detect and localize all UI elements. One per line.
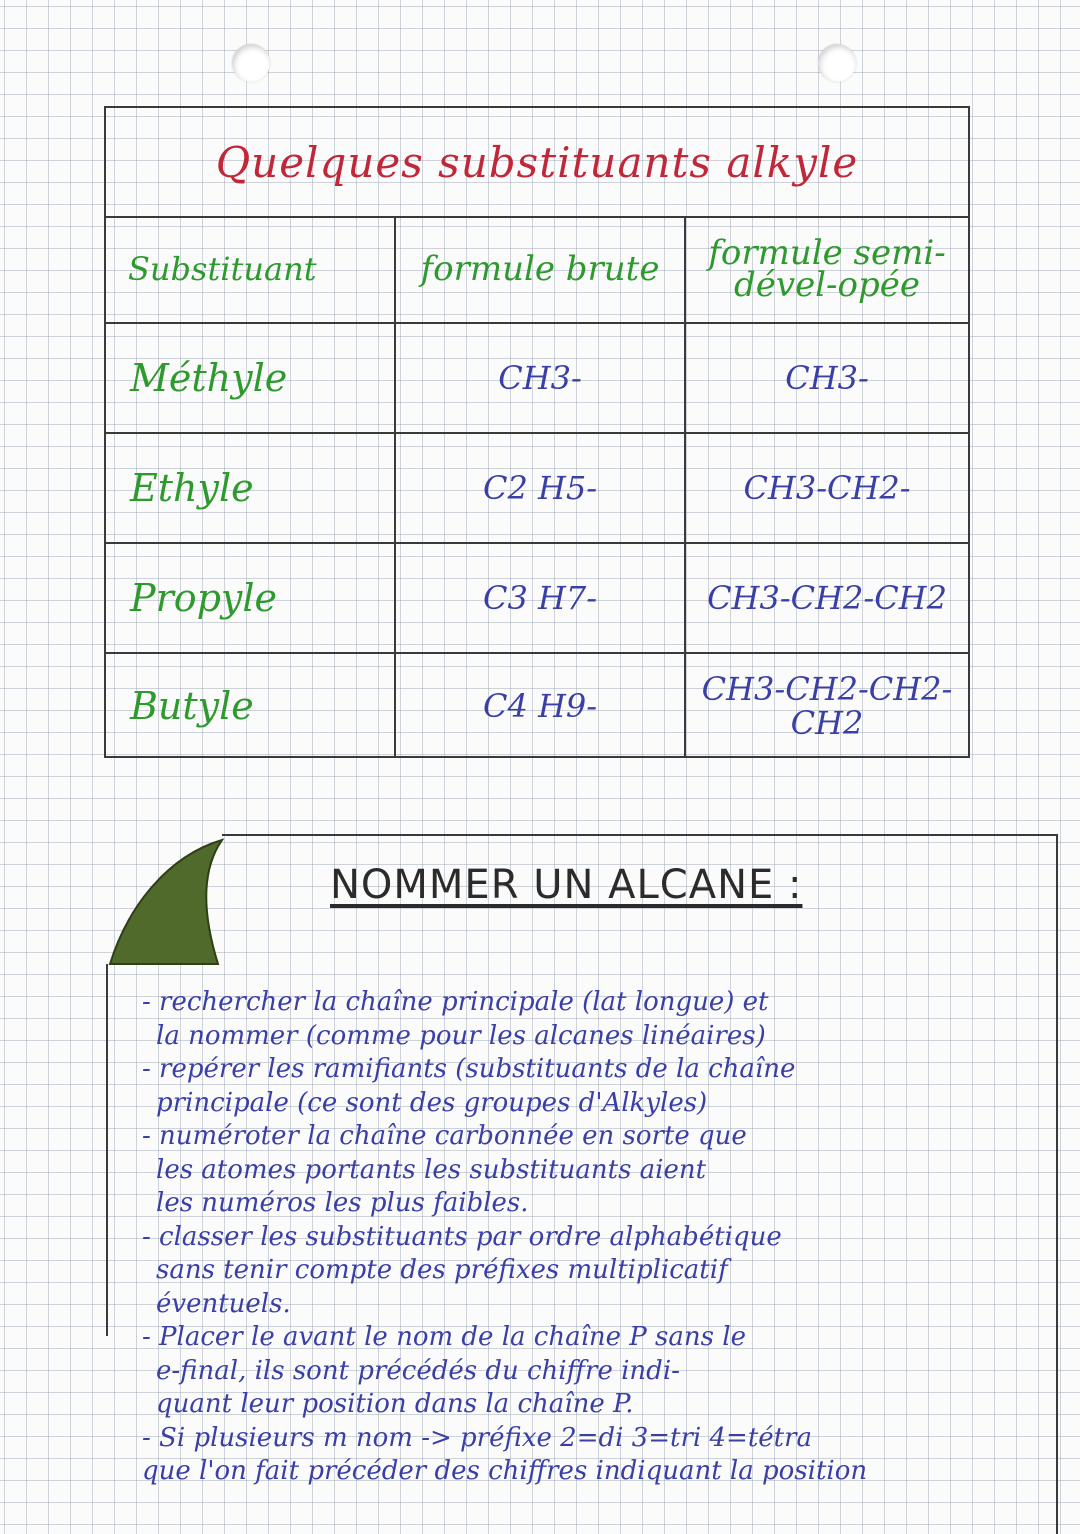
row-propyle-brute: C3 H7- — [396, 544, 686, 654]
rule-line: les atomes portants les substituants aient — [156, 1154, 707, 1185]
table-title: Quelques substituants alkyle — [106, 108, 968, 218]
rule-line: quant leur position dans la chaîne P. — [156, 1389, 634, 1419]
binder-hole-right — [818, 44, 856, 82]
rule-line: - repérer les ramifiants (substituants de la chaîne — [142, 1054, 796, 1084]
row-propyle-semi: CH3-CH2-CH2 — [686, 544, 968, 654]
rule-line: - rechercher la chaîne principale (lat longue) et — [142, 987, 769, 1017]
row-butyle-brute: C4 H9- — [396, 654, 686, 758]
rule-line: les numéros les plus faibles. — [156, 1188, 529, 1218]
rule-line: e-final, ils sont précédés du chiffre indi- — [156, 1355, 680, 1386]
row-butyle-name: Butyle — [106, 654, 396, 758]
row-butyle-semi: CH3-CH2-CH2-CH2 — [701, 670, 953, 742]
note-frame-left — [106, 964, 108, 1336]
rule-line: sans tenir compte des préfixes multiplicatif — [156, 1255, 728, 1285]
rule-line: principale (ce sont des groupes d'Alkyles) — [156, 1087, 708, 1118]
rule-line: - classer les substituants par ordre alphabétique — [142, 1221, 782, 1252]
leaf-corner-decoration — [108, 836, 224, 966]
row-methyle-semi: CH3- — [686, 324, 968, 434]
header-substituant: Substituant — [106, 216, 396, 324]
rule-line: - Si plusieurs m nom -> préfixe 2=di 3=tri 4=tétra — [142, 1422, 813, 1453]
rule-line: - Placer le avant le nom de la chaîne P sans le — [142, 1322, 746, 1352]
rule-line: - numéroter la chaîne carbonnée en sorte que — [142, 1121, 747, 1151]
rule-line: la nommer (comme pour les alcanes linéaires) — [156, 1020, 766, 1051]
row-propyle-name: Propyle — [106, 544, 396, 654]
row-ethyle-semi: CH3-CH2- — [686, 434, 968, 544]
section-title: NOMMER UN ALCANE : — [330, 862, 803, 908]
table-grid — [106, 216, 968, 758]
row-ethyle-name: Ethyle — [106, 434, 396, 544]
row-methyle-brute: CH3- — [396, 324, 686, 434]
row-methyle-name: Méthyle — [106, 324, 396, 434]
header-formule-semi: formule semi-dével-opée — [686, 216, 968, 324]
rule-line: éventuels. — [156, 1288, 291, 1319]
row-ethyle-brute: C2 H5- — [396, 434, 686, 544]
binder-hole-left — [232, 44, 270, 82]
rule-line: que l'on fait précéder des chiffres indiquant la position — [142, 1456, 868, 1486]
header-formule-brute: formule brute — [396, 216, 686, 324]
alkyl-table — [104, 106, 970, 758]
rules-list — [142, 986, 1042, 1489]
